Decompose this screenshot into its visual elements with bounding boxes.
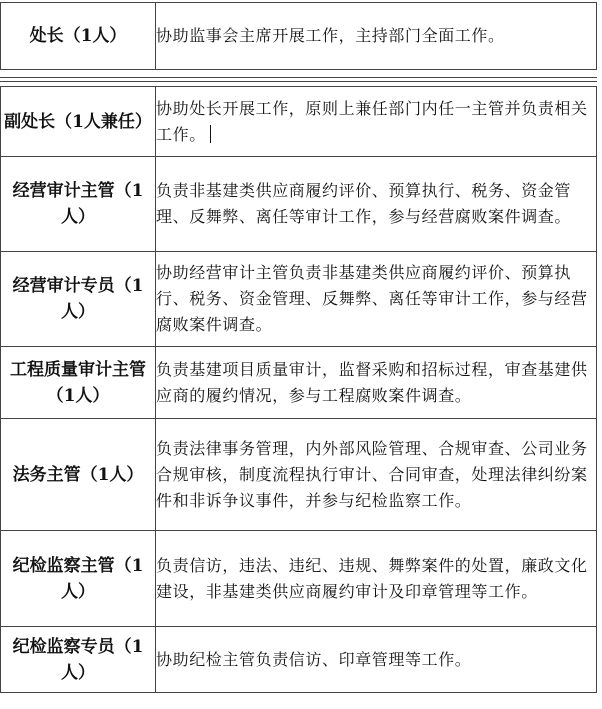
table-row	[1, 347, 597, 419]
table-row	[1, 87, 597, 157]
role-cell: 经营审计专员（1人）	[1, 252, 156, 347]
table-row	[1, 3, 597, 70]
duty-cell: 负责基建项目质量审计，监督采购和招标过程，审查基建供应商的履约情况，参与工程腐败案件调查。	[156, 347, 597, 419]
main-table	[0, 86, 597, 693]
divider	[0, 81, 597, 82]
top-table	[0, 2, 597, 70]
table-row	[1, 531, 597, 627]
role-cell: 处长（1人）	[1, 3, 156, 70]
table-row	[1, 627, 597, 693]
duty-cell: 负责法律事务管理，内外部风险管理、合规审查、公司业务合规审核，制度流程执行审计、合同审查，处理法律纠纷案件和非诉争议事件，并参与纪检监察工作。	[156, 419, 597, 531]
duty-cell	[156, 87, 597, 157]
text-cursor	[210, 125, 212, 143]
role-cell: 经营审计主管（1人）	[1, 157, 156, 252]
duty-cell: 协助监事会主席开展工作，主持部门全面工作。	[156, 3, 597, 70]
role-cell: 法务主管（1人）	[1, 419, 156, 531]
role-cell: 工程质量审计主管（1人）	[1, 347, 156, 419]
divider	[0, 77, 597, 78]
duty-text: 协助处长开展工作，原则上兼任部门内任一主管并负责相关工作。	[156, 98, 588, 144]
duty-cell: 协助经营审计主管负责非基建类供应商履约评价、预算执行、税务、资金管理、反舞弊、离任等审计工作，参与经营腐败案件调查。	[156, 252, 597, 347]
table-row	[1, 419, 597, 531]
table-row	[1, 252, 597, 347]
role-cell: 纪检监察专员（1人）	[1, 627, 156, 693]
duty-cell: 负责信访，违法、违纪、违规、舞弊案件的处置，廉政文化建设，非基建类供应商履约审计及印章管理等工作。	[156, 531, 597, 627]
role-cell: 副处长（1人兼任）	[1, 87, 156, 157]
table-row	[1, 157, 597, 252]
duty-cell: 协助纪检主管负责信访、印章管理等工作。	[156, 627, 597, 693]
role-cell: 纪检监察主管（1人）	[1, 531, 156, 627]
duty-cell: 负责非基建类供应商履约评价、预算执行、税务、资金管理、反舞弊、离任等审计工作，参与经营腐败案件调查。	[156, 157, 597, 252]
